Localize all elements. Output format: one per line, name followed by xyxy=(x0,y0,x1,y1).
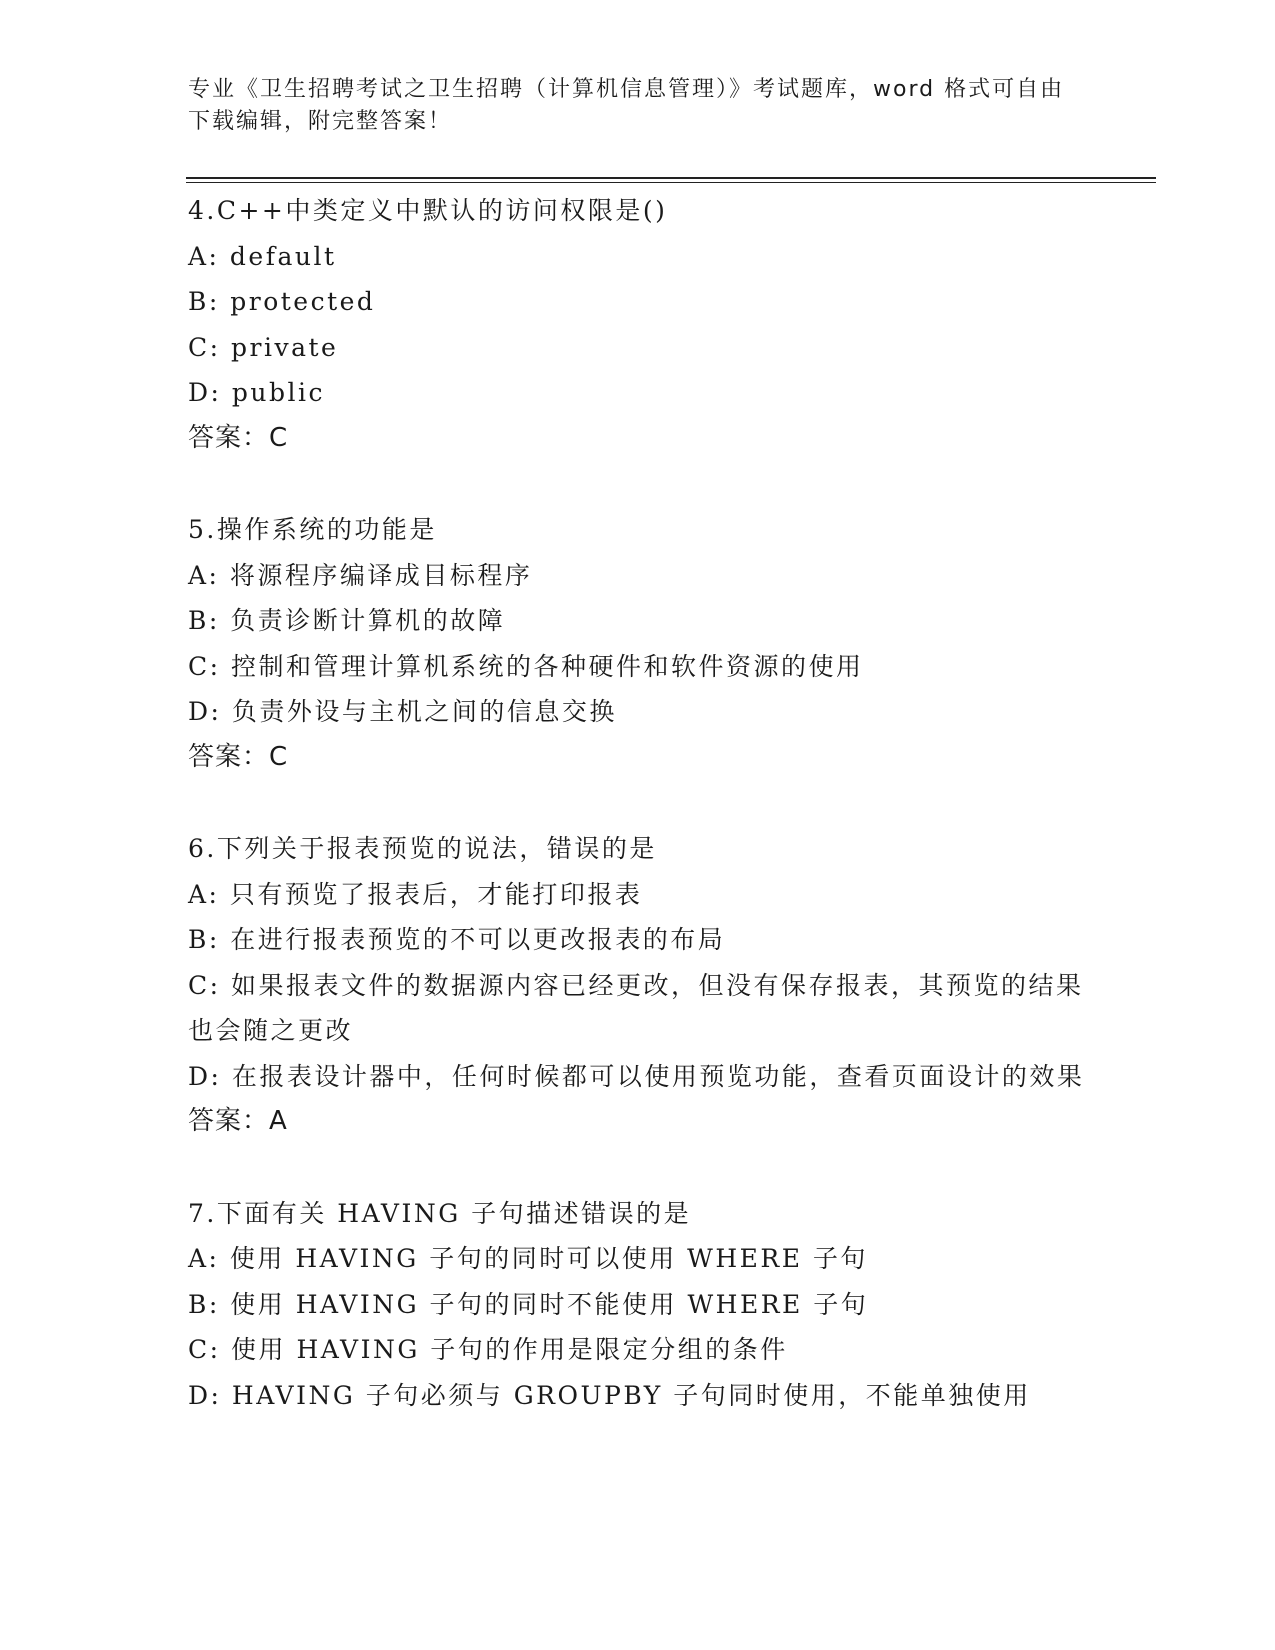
answer-label: 答案：C xyxy=(188,741,289,772)
question-stem: 6.下列关于报表预览的说法，错误的是 xyxy=(188,834,657,863)
option-b: B: protected xyxy=(188,287,376,316)
answer-label: 答案：A xyxy=(188,1106,288,1136)
option-d: D: 负责外设与主机之间的信息交换 xyxy=(188,697,617,726)
option-c: C: 如果报表文件的数据源内容已经更改，但没有保存报表，其预览的结果也会随之更改 xyxy=(188,970,1084,1045)
question-spacer xyxy=(188,1145,1088,1191)
option-a: A: 只有预览了报表后，才能打印报表 xyxy=(188,879,643,909)
option-d: D: HAVING 子句必须与 GROUPBY 子句同时使用，不能单独使用 xyxy=(188,1380,1031,1410)
question-5 xyxy=(188,507,1088,780)
question-list xyxy=(188,188,1088,1418)
option-b: B: 使用 HAVING 子句的同时不能使用 WHERE 子句 xyxy=(188,1289,869,1319)
option-c: C: private xyxy=(188,332,339,362)
option-d: D: 在报表设计器中，任何时候都可以使用预览功能，查看页面设计的效果 xyxy=(188,1061,1085,1091)
option-c: C: 使用 HAVING 子句的作用是限定分组的条件 xyxy=(188,1335,788,1364)
question-spacer xyxy=(188,780,1088,826)
option-b: B: 负责诊断计算机的故障 xyxy=(188,606,506,635)
option-a: A: 将源程序编译成目标程序 xyxy=(188,560,533,590)
option-c: C: 控制和管理计算机系统的各种硬件和软件资源的使用 xyxy=(188,651,864,681)
question-spacer xyxy=(188,461,1088,507)
option-a: A: default xyxy=(188,241,337,271)
header-divider-thin xyxy=(186,182,1156,183)
question-6 xyxy=(188,826,1088,1145)
option-d: D: public xyxy=(188,378,326,407)
document-header: 专业《卫生招聘考试之卫生招聘（计算机信息管理）》考试题库，word 格式可自由下载编辑，附完整答案！ xyxy=(188,77,1065,134)
header-divider xyxy=(186,177,1156,179)
option-a: A: 使用 HAVING 子句的同时可以使用 WHERE 子句 xyxy=(188,1244,868,1273)
question-stem: 7.下面有关 HAVING 子句描述错误的是 xyxy=(188,1198,692,1228)
answer-label: 答案：C xyxy=(188,422,289,453)
question-7 xyxy=(188,1191,1088,1419)
option-b: B: 在进行报表预览的不可以更改报表的布局 xyxy=(188,925,726,954)
question-stem: 5.操作系统的功能是 xyxy=(188,515,437,544)
question-stem: 4.C++中类定义中默认的访问权限是() xyxy=(188,196,668,225)
question-4 xyxy=(188,188,1088,461)
